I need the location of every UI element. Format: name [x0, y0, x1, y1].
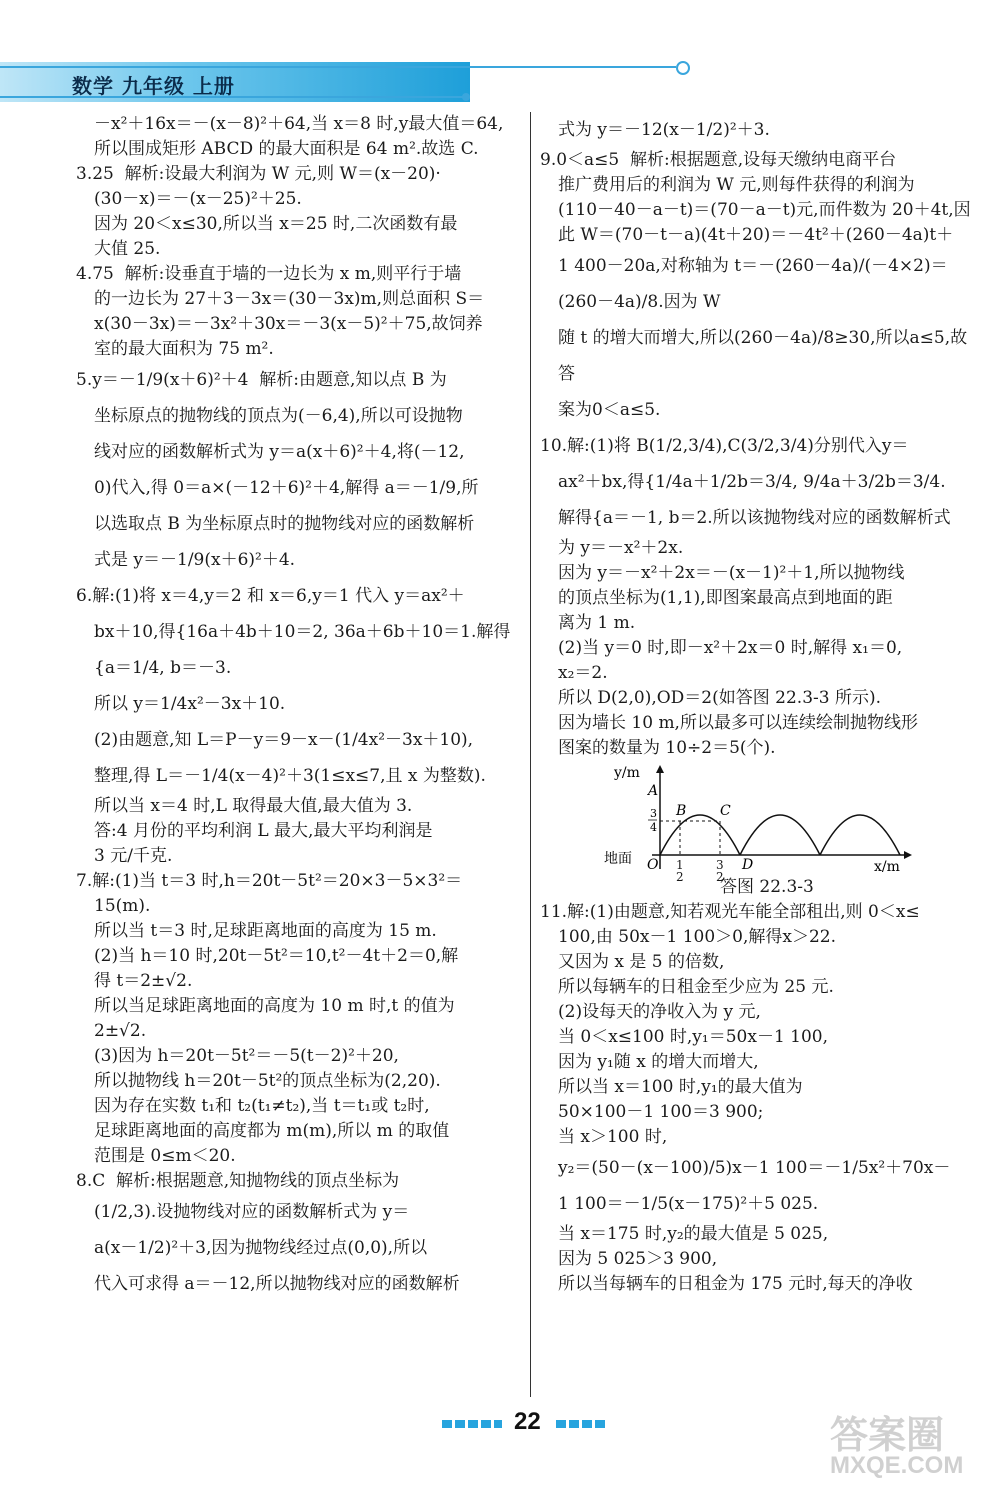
text-line: 式为 y＝－12(x－1/2)²＋3.	[558, 120, 770, 140]
text-line: 此 W＝(70－t－a)(4t＋20)＝－4t²＋(260－4a)t＋	[558, 225, 954, 245]
text-line: 8.C 解析:根据题意,知抛物线的顶点坐标为	[76, 1171, 400, 1191]
text-line: 1 100＝－1/5(x－175)²＋5 025.	[558, 1194, 819, 1214]
y-axis-arrow-icon	[656, 765, 664, 773]
text-line: 离为 1 m.	[558, 613, 636, 633]
x-tick-1-den: 2	[676, 870, 684, 884]
text-line: 当 x＞100 时,	[558, 1127, 668, 1147]
text-line: 随 t 的增大而增大,所以(260－4a)/8≥30,所以a≤5,故答	[558, 328, 968, 384]
x-tick-1	[676, 859, 684, 883]
text-line: x₂＝2.	[558, 663, 608, 683]
point-c-label: C	[720, 803, 731, 819]
y-axis-label: y/m	[614, 765, 640, 781]
text-line: 室的最大面积为 75 m².	[94, 339, 274, 359]
x-tick-2-num: 3	[716, 858, 724, 872]
text-line: 当 x＝175 时,y₂的最大值是 5 025,	[558, 1224, 829, 1244]
text-line: 因为 5 025＞3 900,	[558, 1249, 718, 1269]
text-line: 7.解:(1)当 t＝3 时,h＝20t－5t²＝20×3－5×3²＝	[76, 871, 463, 891]
left-column	[76, 112, 520, 1302]
text-line: 解得{a＝－1, b＝2.所以该抛物线对应的函数解析式	[558, 508, 951, 528]
text-line: 因为 y₁随 x 的增大而增大,	[558, 1052, 759, 1072]
header-ring-icon	[676, 61, 690, 75]
text-line: a(x－1/2)²＋3,因为抛物线经过点(0,0),所以	[94, 1238, 428, 1258]
watermark-url: MXQE.COM	[830, 1452, 964, 1479]
text-line: 答:4 月份的平均利润 L 最大,最大平均利润是	[94, 821, 433, 841]
column-divider	[530, 112, 531, 1397]
text-line: (2)设每天的净收入为 y 元,	[558, 1002, 761, 1022]
text-line: 11.解:(1)由题意,知若观光车能全部租出,则 0＜x≤	[540, 902, 920, 922]
arch-2	[740, 815, 820, 855]
text-line: bx＋10,得{16a＋4b＋10＝2, 36a＋6b＋10＝1.解得{a＝1/4, b＝－3.	[94, 622, 511, 678]
text-line: 15(m).	[94, 896, 151, 916]
right-column-top	[540, 112, 984, 761]
text-line: (1/2,3).设抛物线对应的函数解析式为 y＝	[94, 1202, 410, 1222]
footer-dots-left-icon	[442, 1420, 502, 1428]
text-line: －x²＋16x＝－(x－8)²＋64,当 x＝8 时,y最大值＝64,	[94, 114, 504, 134]
right-column-bottom	[540, 900, 984, 1297]
text-line: 式是 y＝－1/9(x＋6)²＋4.	[94, 550, 296, 570]
text-line: 因为墙长 10 m,所以最多可以连续绘制抛物线形	[558, 713, 918, 733]
text-line: 50×100－1 100＝3 900;	[558, 1102, 764, 1122]
text-line: 所以当 t＝3 时,足球距离地面的高度为 15 m.	[94, 921, 437, 941]
text-line: ax²＋bx,得{1/4a＋1/2b＝3/4, 9/4a＋3/2b＝3/4.	[558, 472, 946, 492]
text-line: 10.解:(1)将 B(1/2,3/4),C(3/2,3/4)分别代入y＝	[540, 436, 909, 456]
text-line: 9.0＜a≤5 解析:根据题意,设每天缴纳电商平台	[540, 150, 897, 170]
text-line: 又因为 x 是 5 的倍数,	[558, 952, 725, 972]
x-tick-2-den: 2	[716, 870, 724, 884]
text-line: 所以当足球距离地面的高度为 10 m 时,t 的值为	[94, 996, 455, 1016]
text-line: 所以每辆车的日租金至少应为 25 元.	[558, 977, 834, 997]
text-line: 2±√2.	[94, 1021, 147, 1041]
text-line: 的一边长为 27＋3－3x＝(30－3x)m,则总面积 S＝	[94, 289, 485, 309]
text-line: 当 0＜x≤100 时,y₁＝50x－1 100,	[558, 1027, 829, 1047]
header-dot-icon	[462, 93, 470, 101]
text-line: 3.25 解析:设最大利润为 W 元,则 W＝(x－20)·	[76, 164, 441, 184]
text-line: y₂＝(50－(x－100)/5)x－1 100＝－1/5x²＋70x－	[558, 1158, 951, 1178]
text-line: (2)由题意,知 L＝P－y＝9－x－(1/4x²－3x＋10),	[94, 730, 474, 750]
text-line: (2)当 h＝10 时,20t－5t²＝10,t²－4t＋2＝0,解	[94, 946, 459, 966]
x-axis-label: x/m	[874, 859, 900, 875]
text-line: 得 t＝2±√2.	[94, 971, 193, 991]
header-rule-top	[0, 66, 676, 68]
text-line: 3 元/千克.	[94, 846, 173, 866]
text-line: (30－x)＝－(x－25)²＋25.	[94, 189, 302, 209]
text-line: 4.75 解析:设垂直于墙的一边长为 x m,则平行于墙	[76, 264, 462, 284]
text-line: (2)当 y＝0 时,即－x²＋2x＝0 时,解得 x₁＝0,	[558, 638, 903, 658]
point-d-label: D	[742, 857, 754, 873]
text-line: (3)因为 h＝20t－5t²＝－5(t－2)²＋20,	[94, 1046, 399, 1066]
x-tick-1-num: 1	[676, 858, 684, 872]
text-line: 所以当 x＝100 时,y₁的最大值为	[558, 1077, 803, 1097]
text-line: 因为存在实数 t₁和 t₂(t₁≠t₂),当 t＝t₁或 t₂时,	[94, 1096, 430, 1116]
text-line: 100,由 50x－1 100＞0,解得x＞22.	[558, 927, 836, 947]
text-line: 1 400－20a,对称轴为 t＝－(260－4a)/(－4×2)＝(260－4a)/8.因为 W	[558, 256, 948, 312]
text-line: (110－40－a－t)＝(70－a－t)元,而件数为 20＋4t,因	[558, 200, 971, 220]
text-line: 的顶点坐标为(1,1),即图案最高点到地面的距	[558, 588, 893, 608]
point-b-label: B	[676, 803, 687, 819]
watermark-logo: 答案圈	[830, 1415, 945, 1457]
origin-label: O	[647, 857, 659, 873]
parabola-figure	[604, 765, 912, 875]
text-line: 因为 20＜x≤30,所以当 x＝25 时,二次函数有最	[94, 214, 458, 234]
text-line: 所以当每辆车的日租金为 175 元时,每天的净收	[558, 1274, 913, 1294]
text-line: 推广费用后的利润为 W 元,则每件获得的利润为	[558, 175, 915, 195]
right-column	[540, 112, 984, 1297]
x-tick-2	[716, 859, 724, 883]
text-line: 足球距离地面的高度都为 m(m),所以 m 的取值	[94, 1121, 450, 1141]
text-line: 为 y＝－x²＋2x.	[558, 538, 684, 558]
text-line: 因为 y＝－x²＋2x＝－(x－1)²＋1,所以抛物线	[558, 563, 905, 583]
x-axis-arrow-icon	[904, 851, 912, 859]
y-tick-numerator: 3	[650, 807, 657, 820]
arch-3	[820, 815, 900, 855]
text-line: 5.y＝－1/9(x＋6)²＋4 解析:由题意,知以点 B 为	[76, 370, 447, 390]
text-line: 所以当 x＝4 时,L 取得最大值,最大值为 3.	[94, 796, 413, 816]
point-a-label: A	[648, 783, 659, 799]
page-number: 22	[514, 1408, 541, 1435]
text-line: 6.解:(1)将 x＝4,y＝2 和 x＝6,y＝1 代入 y＝ax²＋	[76, 586, 465, 606]
book-title: 数学 九年级 上册	[72, 74, 235, 98]
text-line: 所以 D(2,0),OD＝2(如答图 22.3-3 所示).	[558, 688, 882, 708]
text-line: 坐标原点的抛物线的顶点为(－6,4),所以可设抛物	[94, 406, 463, 426]
text-line: 范围是 0≤m＜20.	[94, 1146, 236, 1166]
figure-caption: 答图 22.3-3	[720, 877, 814, 897]
text-line: 大值 25.	[94, 239, 161, 259]
y-tick-denominator: 4	[650, 821, 657, 834]
ground-label: 地面	[604, 851, 632, 867]
text-line: 图案的数量为 10÷2＝5(个).	[558, 738, 776, 758]
footer-dots-right-icon	[556, 1420, 606, 1428]
text-line: 案为0＜a≤5.	[558, 400, 661, 420]
text-line: 所以 y＝1/4x²－3x＋10.	[94, 694, 286, 714]
text-line: x(30－3x)＝－3x²＋30x＝－3(x－5)²＋75,故饲养	[94, 314, 483, 334]
text-line: 整理,得 L＝－1/4(x－4)²＋3(1≤x≤7,且 x 为整数).	[94, 766, 486, 786]
text-line: 线对应的函数解析式为 y＝a(x＋6)²＋4,将(－12,	[94, 442, 465, 462]
text-line: 所以抛物线 h＝20t－5t²的顶点坐标为(2,20).	[94, 1071, 441, 1091]
text-line: 以选取点 B 为坐标原点时的抛物线对应的函数解析	[94, 514, 475, 534]
text-line: 所以围成矩形 ABCD 的最大面积是 64 m².故选 C.	[94, 139, 479, 159]
text-line: 代入可求得 a＝－12,所以抛物线对应的函数解析	[94, 1274, 460, 1294]
text-line: 0)代入,得 0＝a×(－12＋6)²＋4,解得 a＝－1/9,所	[94, 478, 479, 498]
